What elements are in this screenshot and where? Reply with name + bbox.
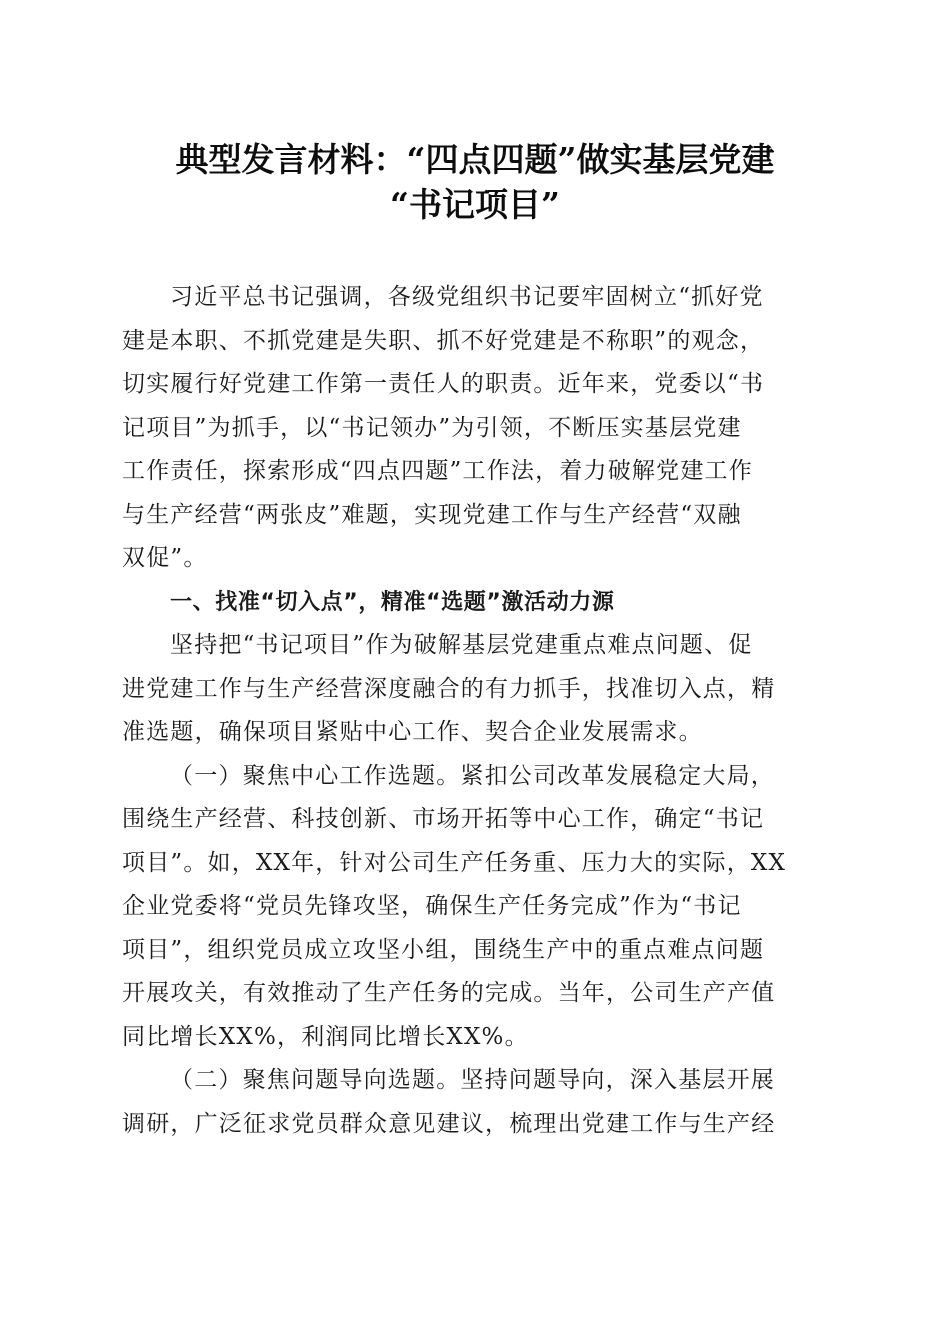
paragraph-1-line: 记项目”为抓手，以“书记领办”为引领，不断压实基层党建 (122, 414, 742, 441)
document-body (122, 276, 828, 1146)
paragraph-1-line: 习近平总书记强调，各级党组织书记要牢固树立“抓好党 (170, 284, 764, 310)
paragraph-1-line: 切实履行好党建工作第一责任人的职责。近年来，党委以“书 (122, 371, 765, 397)
section-heading-1: 一、找准“切入点”，精准“选题”激活动力源 (170, 589, 615, 615)
paragraph-4-line: （二）聚焦问题导向选题。坚持问题导向，深入基层开展 (170, 1067, 775, 1093)
paragraph-3-line: 企业党委将“党员先锋攻坚，确保生产任务完成”作为“书记 (122, 893, 742, 919)
paragraph-3-line: 项目”。如，XX年，针对公司生产任务重、压力大的实际，XX (122, 849, 787, 876)
paragraph-3-line: 开展攻关，有效推动了生产任务的完成。当年，公司生产产值 (122, 980, 776, 1006)
paragraph-2-line: 准选题，确保项目紧贴中心工作、契合企业发展需求。 (122, 719, 703, 745)
paragraph-3-line: （一）聚焦中心工作选题。紧扣公司改革发展稳定大局， (170, 762, 775, 789)
paragraph-1-line: 与生产经营“两张皮”难题，实现党建工作与生产经营“双融 (122, 501, 742, 528)
paragraph-1-line: 建是本职、不抓党建是失职、抓不好党建是不称职”的观念， (122, 327, 765, 354)
paragraph-4-line: 调研，广泛征求党员群众意见建议，梳理出党建工作与生产经 (122, 1110, 776, 1137)
paragraph-1-line: 双促”。 (122, 545, 208, 571)
document-title-line-1: 典型发言材料：“四点四题”做实基层党建 (175, 140, 775, 179)
paragraph-3-line: 同比增长XX%，利润同比增长XX%。 (122, 1023, 529, 1050)
paragraph-1-line: 工作责任，探索形成“四点四题”工作法，着力破解党建工作 (122, 458, 753, 484)
document-title-line-2: “书记项目” (390, 185, 560, 224)
paragraph-3-line: 项目”，组织党员成立攻坚小组，围绕生产中的重点难点问题 (122, 936, 765, 963)
paragraph-2-line: 坚持把“书记项目”作为破解基层党建重点难点问题、促 (170, 632, 753, 658)
paragraph-3-line: 围绕生产经营、科技创新、市场开拓等中心工作，确定“书记 (122, 806, 765, 832)
paragraph-2-line: 进党建工作与生产经营深度融合的有力抓手，找准切入点，精 (122, 675, 776, 702)
